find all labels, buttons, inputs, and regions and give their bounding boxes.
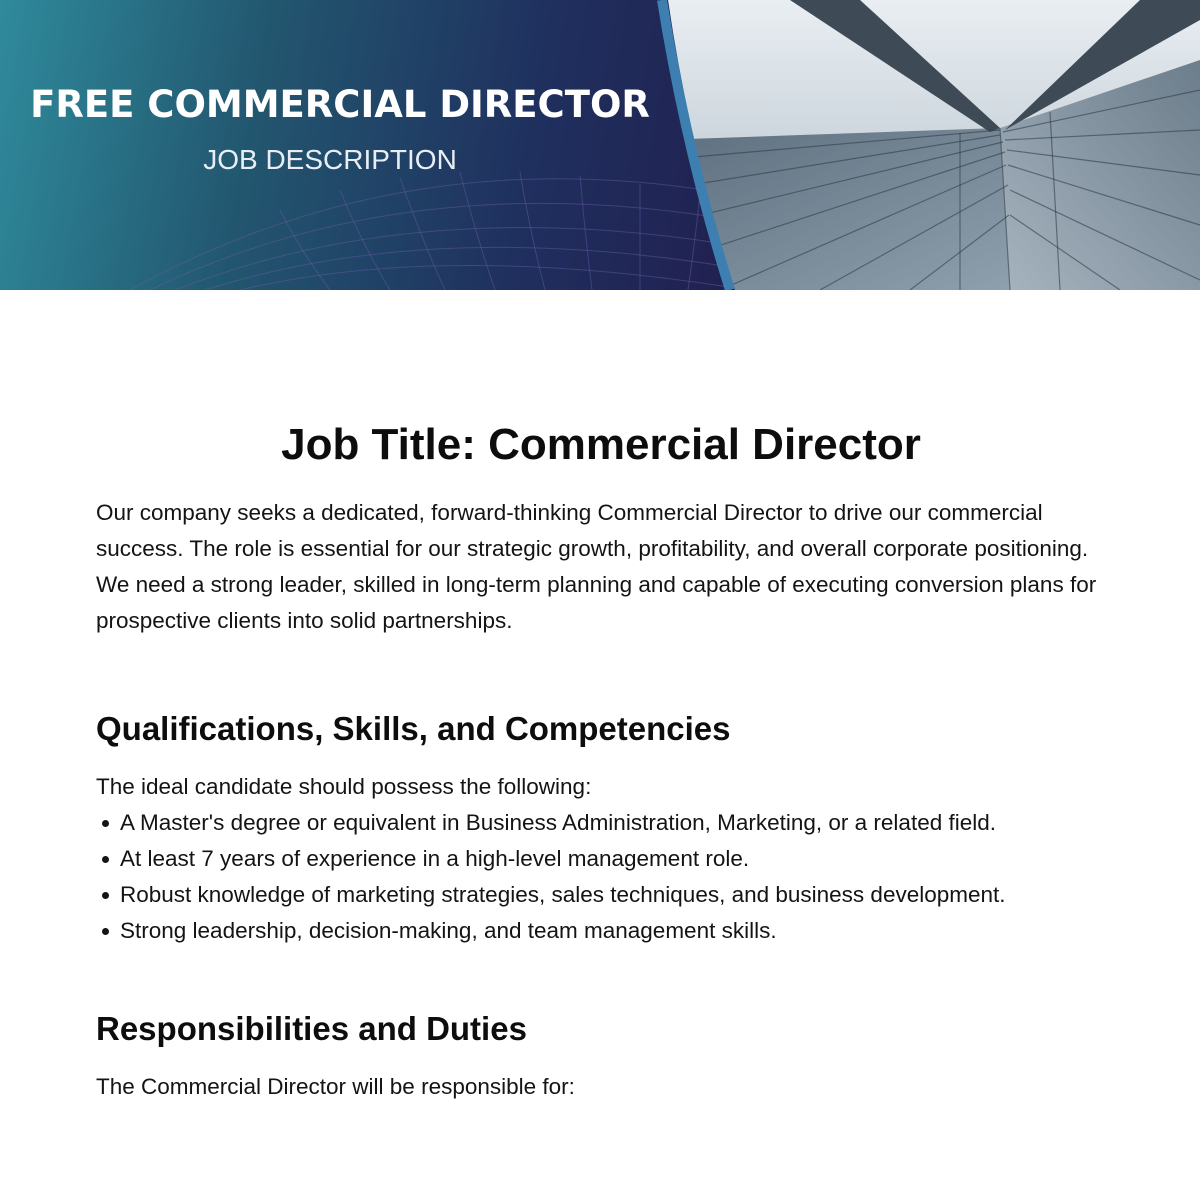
list-item-text: At least 7 years of experience in a high-level management role. [120,846,750,871]
bullet-icon [102,820,109,827]
section-heading-qualifications: Qualifications, Skills, and Competencies [96,710,731,747]
document-body [96,415,1106,1105]
responsibilities-lead: The Commercial Director will be responsible for: [96,1074,575,1099]
list-item-text: A Master's degree or equivalent in Business Administration, Marketing, or a related field. [120,810,996,835]
qualifications-lead: The ideal candidate should possess the following: [96,774,592,799]
banner-title: FREE COMMERCIAL DIRECTOR [30,83,650,126]
section-heading-responsibilities: Responsibilities and Duties [96,1010,527,1047]
bullet-icon [102,928,109,935]
bullet-icon [102,892,109,899]
header-banner [0,0,1200,290]
list-item [96,877,1106,913]
bullet-icon [102,856,109,863]
list-item [96,841,1106,877]
list-item-text: Strong leadership, decision-making, and team management skills. [120,918,777,943]
qualifications-list [96,805,1106,949]
list-item [96,805,1106,841]
list-item-text: Robust knowledge of marketing strategies, sales techniques, and business development. [120,882,1006,907]
intro-paragraph: Our company seeks a dedicated, forward-thinking Commercial Director to drive our commercial success. The role is essential for our strategic growth, profitability, and overall corporate positioning. We need a strong leader, skilled in long-term planning and capable of executing conversion plans for prospective clients into solid partnerships. [96,500,1097,633]
banner-subtitle: JOB DESCRIPTION [203,144,457,175]
job-title: Job Title: Commercial Director [281,420,921,469]
list-item [96,913,1106,949]
